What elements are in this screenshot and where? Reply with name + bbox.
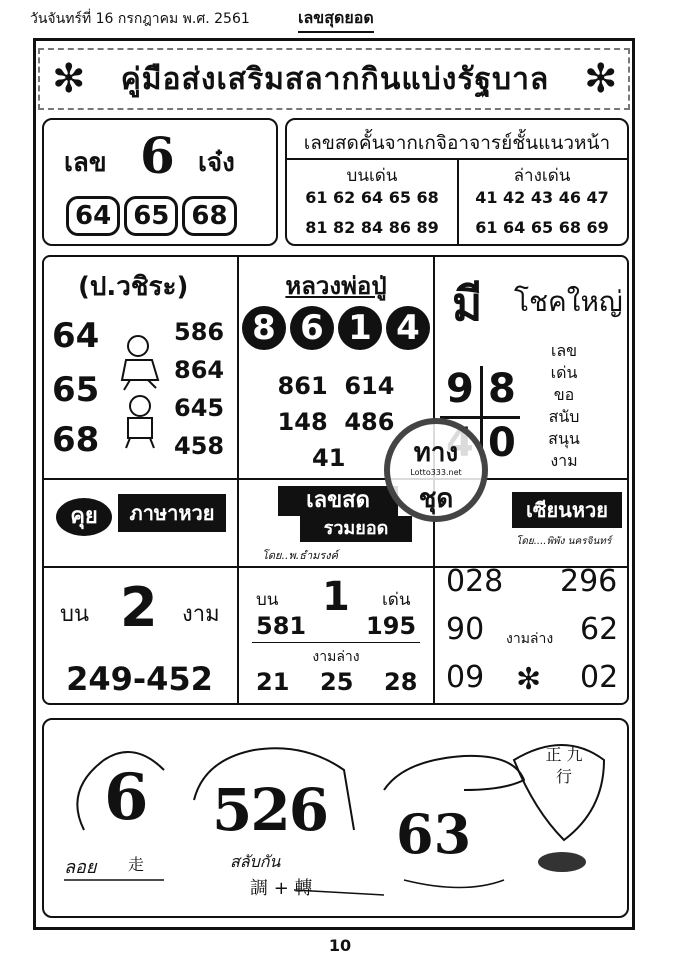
sketch-word: 調 + 轉: [250, 878, 313, 899]
bon-label: บน: [256, 590, 279, 610]
guru-title: เลขสดคั้นจากเกจิอาจารย์ชั้นแนวหน้า: [303, 132, 611, 154]
watermark-stamp: [384, 418, 488, 522]
lang-number: 28: [384, 668, 418, 696]
issue-date: วันจันทร์ที่ 16 กรกฎาคม พ.ศ. 2561: [30, 11, 250, 27]
luangpor-digits: [239, 306, 433, 350]
ngam-label: งาม: [182, 602, 220, 627]
den-label: เด่น: [382, 590, 411, 610]
bottom-numbers-row: 41 42 43 46 47: [475, 188, 609, 207]
bon-numbers: 249-452: [66, 660, 213, 698]
chok-word: เลข: [550, 341, 578, 360]
sian-huay-author: โดย....พิพัง นครจินทร์: [516, 536, 612, 547]
sketch-word: 正 九 行: [545, 745, 583, 786]
digit-circle: 4: [386, 306, 430, 350]
luangpor-title: หลวงพ่อปู่: [285, 272, 387, 300]
digit-circle: 6: [290, 306, 334, 350]
phasa-huay-logo: ภาษาหวย: [118, 494, 226, 532]
star-icon-left: ✻: [52, 56, 86, 102]
ngam-lang-label: งามล่าง: [312, 649, 360, 665]
lek-sod-author: โดย..พ.ธำมรงค์: [262, 549, 339, 562]
cell-number: 02: [580, 660, 619, 695]
bon-digit: 1: [322, 574, 350, 620]
grid-digit: 0: [488, 420, 516, 466]
sketch-number: 526: [212, 776, 328, 844]
cell-number: 028: [446, 564, 504, 599]
watermark-url: Lotto333.net: [410, 468, 462, 477]
chok-word: สนุน: [548, 429, 580, 448]
lek-number: 68: [182, 196, 236, 236]
sketch-number: 6: [104, 760, 149, 835]
bon-digit: 2: [120, 576, 158, 639]
wachira-right-number: 458: [174, 432, 225, 460]
lek-digit: 6: [140, 126, 175, 185]
sketch-word: ลอย: [64, 857, 97, 878]
chok-word: สนับ: [548, 407, 580, 426]
page-number: 10: [328, 936, 352, 955]
lang-number: 25: [320, 668, 354, 696]
bottom-numbers-row: 61 64 65 68 69: [475, 218, 609, 237]
chokyai-title: โชคใหญ่: [514, 285, 623, 318]
star-icon-right: ✻: [584, 56, 618, 102]
chok-word: ขอ: [553, 385, 575, 404]
sian-huay-logo: เซียนหวย: [512, 492, 622, 528]
sketch-word: 走: [128, 855, 145, 874]
bon-label: บน: [60, 602, 90, 627]
top-label: บนเด่น: [346, 166, 398, 186]
wachira-right-number: 864: [174, 356, 225, 384]
cell-number: 90: [446, 612, 485, 647]
mee-title: มี: [452, 277, 483, 331]
luangpor-row: 148 486: [277, 408, 395, 436]
top-numbers-row: 61 62 64 65 68: [305, 188, 439, 207]
lek-number: 65: [124, 196, 178, 236]
watermark-text: ทาง: [413, 438, 459, 468]
star-icon: ✻: [516, 662, 542, 697]
divider: [252, 642, 420, 643]
wachira-left-number: 64: [52, 316, 100, 356]
grid-digit: 9: [446, 366, 474, 412]
ngam-lang-label: งามล่าง: [506, 631, 554, 647]
wachira-right-number: 586: [174, 318, 225, 346]
box-lek-6-jeng: [42, 118, 278, 246]
lek-number: 64: [66, 196, 120, 236]
sketch-doodle-icon: [44, 720, 627, 916]
top-numbers-row: 81 82 84 86 89: [305, 218, 439, 237]
wachira-title: (ป.วชิระ): [78, 272, 189, 302]
lek-number-list: [64, 196, 264, 236]
wachira-left-number: 68: [52, 420, 100, 460]
digit-circle: 1: [338, 306, 382, 350]
lek-label: เลข: [64, 148, 107, 178]
magazine-brand: เลขสุดยอด: [298, 6, 374, 33]
cartoon-figure-icon: [112, 330, 168, 450]
page-title: คู่มือส่งเสริมสลากกินแบ่งรัฐบาล: [120, 62, 550, 97]
jeng-label: เจ๋ง: [198, 148, 235, 178]
cell-number: 09: [446, 660, 485, 695]
ruam-yod-logo: รวมยอด: [300, 516, 412, 542]
digit-circle: 8: [242, 306, 286, 350]
luangpor-row: 861 614: [277, 372, 395, 400]
chok-words: [536, 340, 592, 472]
bon-number: 195: [366, 612, 417, 640]
divider: [42, 566, 629, 568]
sketch-panel: [42, 718, 629, 918]
lang-number: 21: [256, 668, 290, 696]
bon-number: 581: [256, 612, 307, 640]
watermark-text: ชุด: [418, 484, 454, 514]
cell-number: 62: [580, 612, 619, 647]
khui-logo: คุย: [56, 498, 112, 536]
divider: [42, 478, 629, 480]
bottom-label: ล่างเด่น: [513, 166, 571, 186]
wachira-right-number: 645: [174, 394, 225, 422]
grid-digit: 8: [488, 366, 516, 412]
grid-line: [440, 416, 520, 419]
cell-number: 296: [560, 564, 618, 599]
luangpor-row: 41: [312, 444, 346, 472]
sketch-number: 63: [396, 802, 472, 866]
box-guru-numbers: [285, 118, 629, 246]
chok-word: งาม: [550, 451, 578, 470]
wachira-left-number: 65: [52, 370, 100, 410]
lek-sod-logo: เลขสด: [278, 486, 398, 516]
chok-word: เด่น: [550, 363, 578, 382]
sketch-word: สลับกัน: [230, 852, 281, 871]
